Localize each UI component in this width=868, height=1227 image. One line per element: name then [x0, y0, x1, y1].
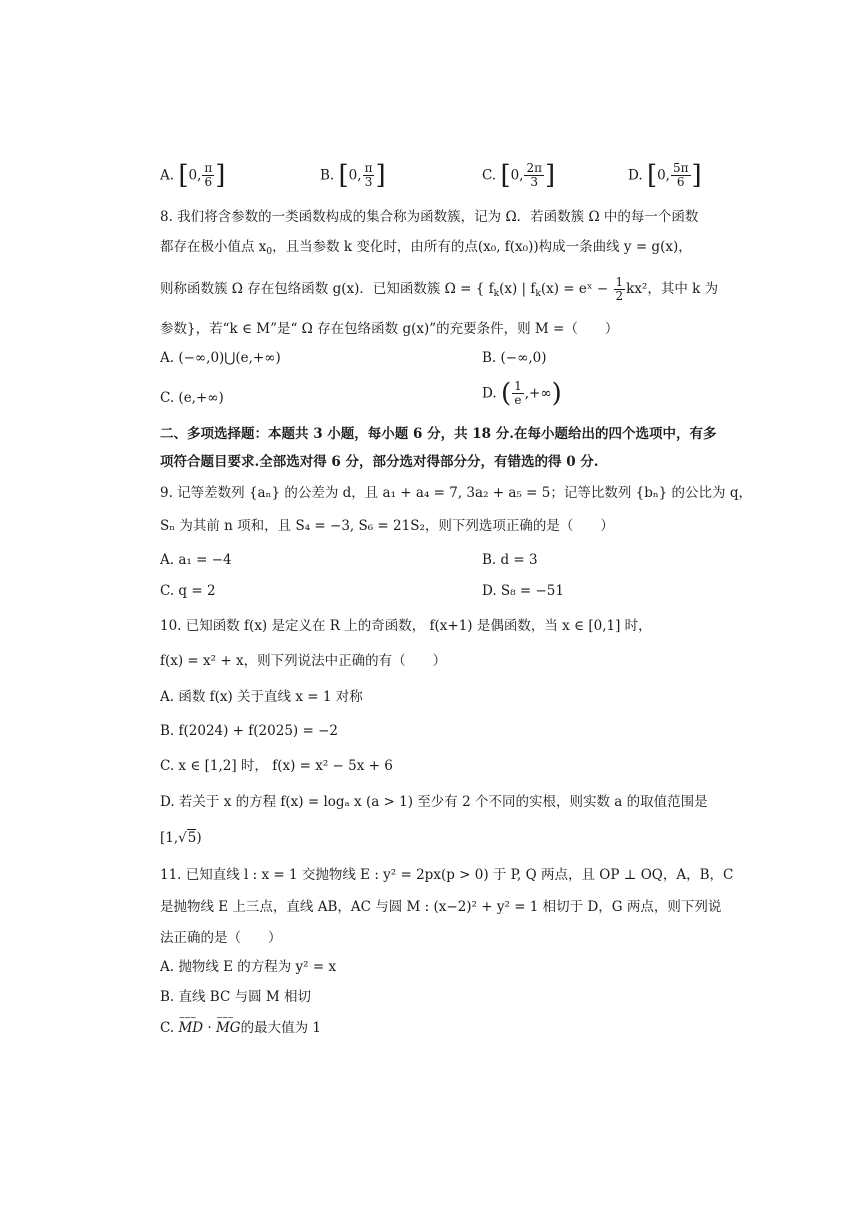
q11-stem-line-1: 11. 已知直线 l : x = 1 交抛物线 E : y² = 2px(p > 0) 于 P, Q 两点，且 OP ⊥ OQ，A，B，C [160, 867, 734, 883]
q11-option-c[interactable]: C. ~~~ MD · ~~~ MG的最大值为 1 [160, 1019, 321, 1037]
q9-option-a[interactable]: A. a₁ = −4 [160, 552, 232, 568]
q8-option-d[interactable]: D. ( $\frac{1}{e}$ ,+∞) [482, 378, 562, 409]
q9-option-d[interactable]: D. S₈ = −51 [482, 583, 564, 599]
vector-md: ~~~ MD [178, 1019, 203, 1037]
q7-option-c[interactable]: C. [0, $\frac{2\pi}{3}$ ] [482, 160, 556, 191]
q9-stem-line-1: 9. 记等差数列 {aₙ} 的公差为 d，且 a₁ + a₄ = 7, 3a₂ + a₅ = 5；记等比数列 {bₙ} 的公比为 q， [160, 485, 752, 501]
q10-option-d-range: [1,√5) [160, 830, 202, 846]
q10-option-c[interactable]: C. x ∈ [1,2] 时， f(x) = x² − 5x + 6 [160, 758, 393, 774]
q9-option-c[interactable]: C. q = 2 [160, 583, 216, 599]
q10-stem-line-2: f(x) = x² + x，则下列说法中正确的有（ ） [160, 653, 447, 669]
q8-stem-line-1: 8. 我们将含参数的一类函数构成的集合称为函数簇，记为 Ω．若函数簇 Ω 中的每一个函数 [160, 209, 699, 225]
q8-stem-line-4: 参数}，若“k ∈ M”是“ Ω 存在包络函数 g(x)”的充要条件，则 M =（ ） [160, 321, 619, 337]
q8-option-a[interactable]: A. (−∞,0)⋃(e,+∞) [160, 350, 281, 366]
q11-option-b[interactable]: B. 直线 BC 与圆 M 相切 [160, 989, 311, 1005]
q10-option-a[interactable]: A. 函数 f(x) 关于直线 x = 1 对称 [160, 689, 363, 705]
q7-option-d[interactable]: D. [0, $\frac{5\pi}{6}$ ] [628, 160, 702, 191]
q8-stem-line-3: 则称函数簇 Ω 存在包络函数 g(x)．已知函数簇 Ω = { $f_k(x)$ | $f_k(x)$ = eˣ − $\frac{1}{2}$ kx²，其中 k 为 [160, 275, 719, 303]
q8-option-b[interactable]: B. (−∞,0) [482, 350, 547, 366]
q10-stem-line-1: 10. 已知函数 f(x) 是定义在 R 上的奇函数， f(x+1) 是偶函数，当 x ∈ [0,1] 时， [160, 618, 652, 634]
q11-stem-line-2: 是抛物线 E 上三点，直线 AB，AC 与圆 M : (x−2)² + y² = 1 相切于 D，G 两点，则下列说 [160, 899, 722, 915]
q11-stem-line-3: 法正确的是（ ） [160, 930, 282, 946]
q8-stem-line-2: 都存在极小值点 $x_0$，且当参数 k 变化时，由所有的点(x₀, f(x₀))构成一条曲线 y = g(x)， [160, 239, 692, 257]
q7-option-b[interactable]: B. [0, $\frac{\pi}{3}$ ] [320, 160, 386, 191]
section-2-heading-line-1: 二、多项选择题：本题共 3 小题，每小题 6 分，共 18 分.在每小题给出的四个选项中，有多 [160, 426, 717, 442]
q9-option-b[interactable]: B. d = 3 [482, 552, 538, 568]
vector-mg: ~~~ MG [216, 1019, 241, 1037]
q9-stem-line-2: Sₙ 为其前 n 项和，且 S₄ = −3, S₆ = 21S₂，则下列选项正确的是（ ） [160, 518, 614, 534]
q10-option-d[interactable]: D. 若关于 x 的方程 f(x) = logₐ x (a > 1) 至少有 2 个不同的实根，则实数 a 的取值范围是 [160, 794, 708, 810]
q11-option-a[interactable]: A. 抛物线 E 的方程为 y² = x [160, 959, 337, 975]
section-2-heading-line-2: 项符合题目要求.全部选对得 6 分，部分选对得部分分，有错选的得 0 分. [160, 454, 599, 470]
q8-option-c[interactable]: C. (e,+∞) [160, 390, 224, 406]
q10-option-b[interactable]: B. f(2024) + f(2025) = −2 [160, 723, 338, 739]
q7-option-a[interactable]: A. [0, $\frac{\pi}{6}$ ] [160, 160, 226, 191]
